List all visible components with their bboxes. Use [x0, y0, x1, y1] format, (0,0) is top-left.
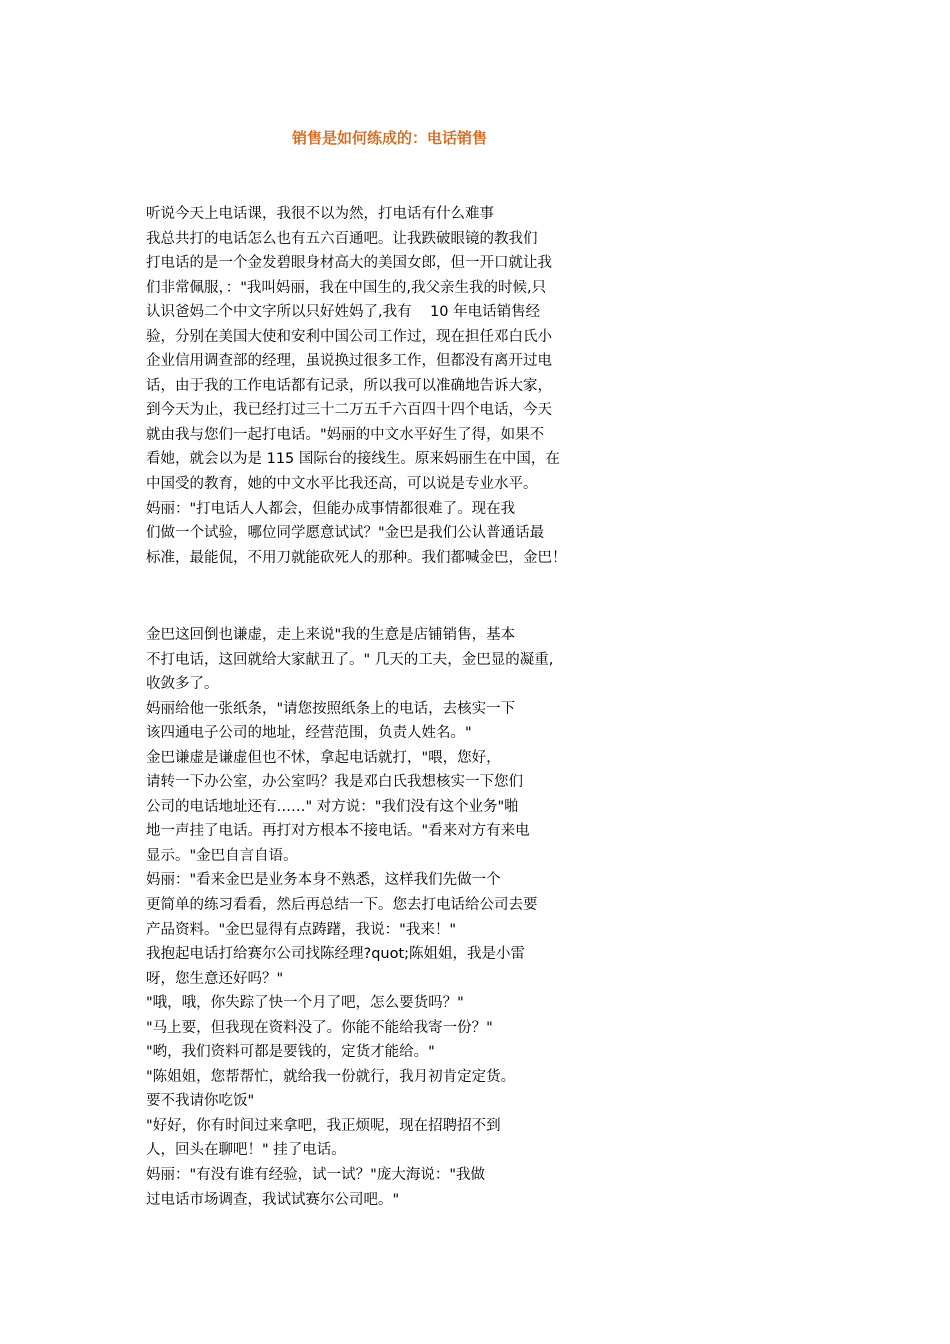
- text-line: "哦，哦，你失踪了快一个月了吧，怎么要货吗？": [146, 995, 464, 1012]
- text-line: 收敛多了。: [146, 676, 219, 693]
- text-line: 请转一下办公室，办公室吗？我是邓白氏我想核实一下您们: [146, 774, 523, 791]
- text-line: 显示。"金巴自言自语。: [146, 847, 298, 864]
- text-line: 认识爸妈二个中文字所以只好姓妈了,我有 10 年电话销售经: [146, 304, 541, 321]
- text-line: 地一声挂了电话。再打对方根本不接电话。"看来对方有来电: [146, 823, 530, 840]
- document-title: 销售是如何练成的：电话销售: [292, 129, 488, 147]
- text-line: 到今天为止，我已经打过三十二万五千六百四十四个电话，今天: [146, 402, 552, 419]
- text-line: 我总共打的电话怎么也有五六百通吧。让我跌破眼镜的教我们: [146, 230, 538, 247]
- text-line: 妈丽："有没有谁有经验，试一试？"庞大海说："我做: [146, 1167, 486, 1184]
- text-line: 产品资料。"金巴显得有点踌躇，我说："我来！": [146, 921, 457, 938]
- text-line: 要不我请你吃饭": [146, 1093, 255, 1110]
- text-line: 过电话市场调查，我试试赛尔公司吧。": [146, 1191, 400, 1208]
- text-line: "马上要，但我现在资料没了。你能不能给我寄一份？": [146, 1019, 493, 1036]
- text-line: "陈姐姐，您帮帮忙，就给我一份就行，我月初肯定定货。: [146, 1068, 516, 1085]
- text-line: 看她，就会以为是 115 国际台的接线生。原来妈丽生在中国，在: [146, 451, 560, 468]
- text-line: 就由我与您们一起打电话。"妈丽的中文水平好生了得，如果不: [146, 426, 545, 443]
- text-line: 们做一个试验，哪位同学愿意试试？"金巴是我们公认普通话最: [146, 525, 545, 542]
- text-line: 人，回头在聊吧！" 挂了电话。: [146, 1142, 346, 1159]
- text-line: "好好，你有时间过来拿吧，我正烦呢，现在招聘招不到: [146, 1117, 501, 1134]
- paragraph-1: [146, 202, 846, 570]
- text-line: 们非常佩服，："我叫妈丽，我在中国生的,我父亲生我的时候,只: [146, 279, 547, 296]
- text-line: 话，由于我的工作电话都有记录，所以我可以准确地告诉大家，: [146, 377, 552, 394]
- text-line: 呀，您生意还好吗？": [146, 970, 284, 987]
- text-line: 妈丽："打电话人人都会，但能办成事情都很难了。现在我: [146, 500, 516, 517]
- text-line: 验，分别在美国大使和安利中国公司工作过，现在担任邓白氏小: [146, 328, 552, 345]
- text-line: 妈丽给他一张纸条，"请您按照纸条上的电话，去核实一下: [146, 700, 516, 717]
- text-line: 中国受的教育，她的中文水平比我还高，可以说是专业水平。: [146, 476, 538, 493]
- text-line: 打电话的是一个金发碧眼身材高大的美国女郎，但一开口就让我: [146, 255, 552, 272]
- text-line: 我抱起电话打给赛尔公司找陈经理?quot;陈姐姐，我是小雷: [146, 946, 526, 963]
- text-line: 公司的电话地址还有……" 对方说："我们没有这个业务"啪: [146, 798, 519, 815]
- text-line: 标准，最能侃，不用刀就能砍死人的那种。我们都喊金巴，金巴！: [146, 549, 567, 566]
- text-line: 不打电话，这回就给大家献丑了。" 几天的工夫，金巴显的凝重,: [146, 651, 554, 668]
- text-line: 金巴这回倒也谦虚，走上来说"我的生意是店铺销售，基本: [146, 627, 516, 643]
- text-line: 金巴谦虚是谦虚但也不怵，拿起电话就打，"喂，您好，: [146, 749, 501, 766]
- paragraph-2: [146, 623, 846, 1212]
- text-line: 该四通电子公司的地址，经营范围，负责人姓名。": [146, 725, 472, 742]
- text-line: "哟，我们资料可都是要钱的，定货才能给。": [146, 1044, 435, 1061]
- text-line: 听说今天上电话课，我很不以为然，打电话有什么难事: [146, 206, 494, 222]
- text-line: 企业信用调查部的经理，虽说换过很多工作，但都没有离开过电: [146, 353, 552, 370]
- text-line: 更简单的练习看看，然后再总结一下。您去打电话给公司去要: [146, 897, 538, 914]
- text-line: 妈丽："看来金巴是业务本身不熟悉，这样我们先做一个: [146, 872, 501, 889]
